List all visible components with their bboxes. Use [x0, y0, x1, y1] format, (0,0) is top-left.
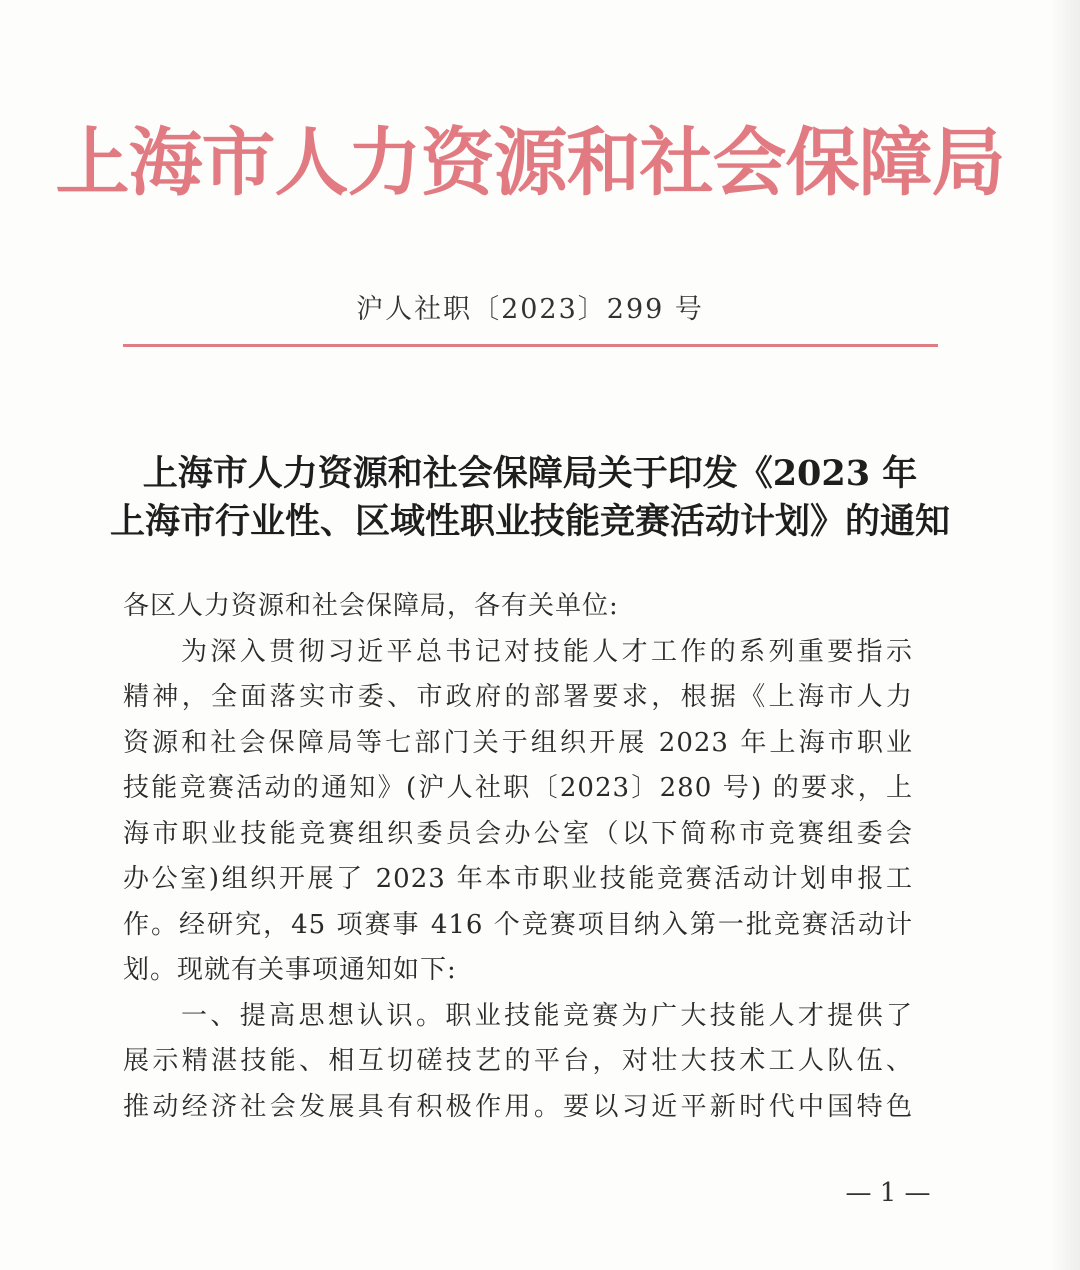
red-divider-line [123, 344, 938, 347]
title-line-2: 上海市行业性、区域性职业技能竞赛活动计划》的通知 [109, 501, 950, 542]
notice-title [0, 450, 1060, 546]
document-number: 沪人社职〔2023〕299 号 [356, 294, 704, 325]
paragraph-1-line: 为深入贯彻习近平总书记对技能人才工作的系列重要指示 [181, 636, 913, 667]
paragraph-2-line: 推动经济社会发展具有积极作用。要以习近平新时代中国特色 [123, 1091, 913, 1122]
notice-body [123, 584, 913, 1130]
title-line-1: 上海市人力资源和社会保障局关于印发《2023 年 [142, 453, 918, 494]
paragraph-1-line: 资源和社会保障局等七部门关于组织开展 2023 年上海市职业 [123, 727, 913, 758]
paragraph-1-line: 办公室)组织开展了 2023 年本市职业技能竞赛活动计划申报工 [123, 864, 913, 894]
salutation: 各区人力资源和社会保障局，各有关单位: [123, 591, 619, 621]
agency-masthead: 上海市人力资源和社会保障局 [55, 120, 1005, 206]
paragraph-1-line: 划。现就有关事项通知如下: [123, 955, 457, 985]
paragraph-1-line: 海市职业技能竞赛组织委员会办公室（以下简称市竞赛组委会 [123, 818, 913, 849]
page-number: — 1 — [845, 1178, 931, 1208]
paragraph-1-line: 精神，全面落实市委、市政府的部署要求，根据《上海市人力 [123, 682, 913, 712]
paragraph-1-line: 作。经研究，45 项赛事 416 个竞赛项目纳入第一批竞赛活动计 [123, 909, 913, 940]
paragraph-2-line: 展示精湛技能、相互切磋技艺的平台，对壮大技术工人队伍、 [123, 1046, 913, 1076]
paragraph-1-line: 技能竞赛活动的通知》(沪人社职〔2023〕280 号) 的要求，上 [123, 773, 913, 803]
paragraph-2-line: 一、提高思想认识。职业技能竞赛为广大技能人才提供了 [181, 1000, 913, 1031]
